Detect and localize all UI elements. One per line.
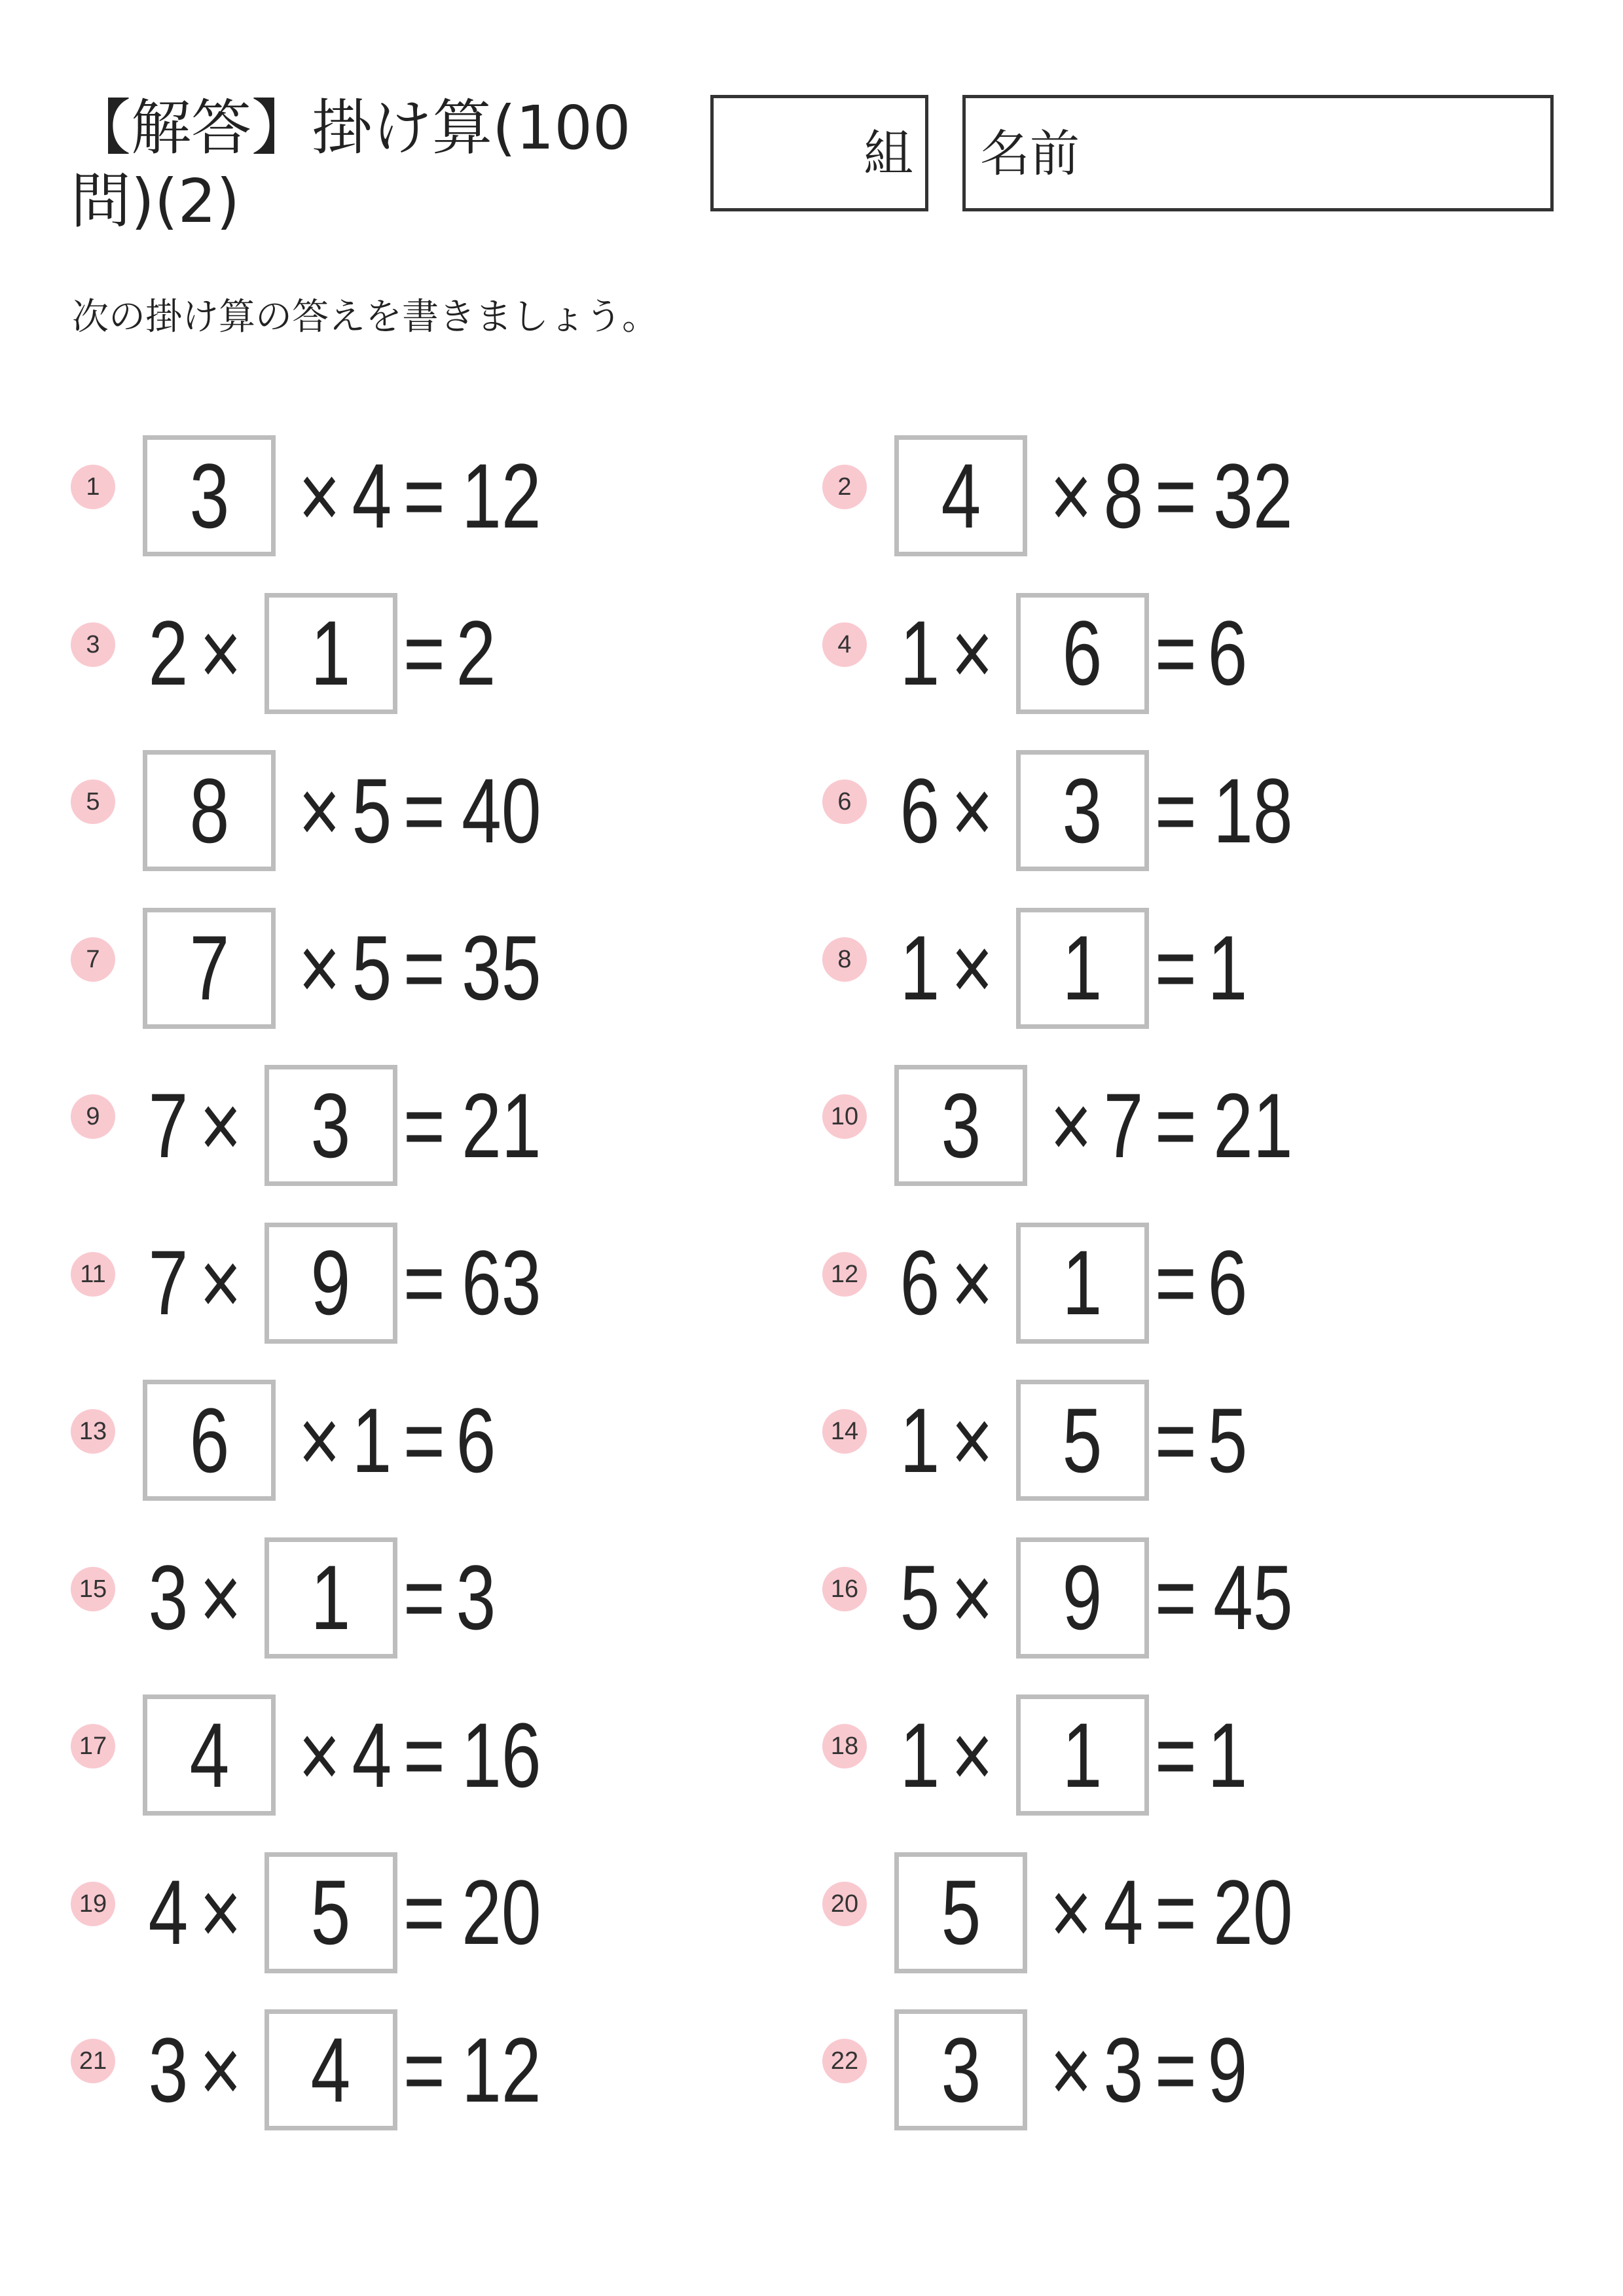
answer-box[interactable]	[1016, 1223, 1149, 1344]
times-sign: ×	[1049, 1073, 1092, 1177]
multiplicand: 3	[148, 2018, 189, 2121]
equals-sign: =	[1154, 1388, 1197, 1492]
equation	[894, 1691, 1253, 1819]
equals-sign: =	[1154, 601, 1197, 704]
answer-box[interactable]	[143, 1380, 276, 1501]
equals-sign: =	[1154, 1861, 1197, 1964]
answer-value: 1	[1062, 1231, 1103, 1334]
times-sign: ×	[1049, 1861, 1092, 1964]
answer-value: 3	[189, 444, 229, 547]
equals-sign: =	[1154, 1546, 1197, 1649]
answer-box[interactable]	[894, 435, 1027, 556]
equals-sign: =	[1154, 916, 1197, 1019]
problem-number-badge: 13	[71, 1409, 115, 1454]
answer-box[interactable]	[1016, 1537, 1149, 1659]
times-sign: ×	[298, 1703, 340, 1806]
answer-value: 6	[189, 1388, 229, 1492]
multiplier: 3	[1103, 2018, 1144, 2121]
answer-value: 8	[189, 759, 229, 862]
equals-sign: =	[1154, 2018, 1197, 2121]
equation	[143, 1849, 553, 1977]
equals-sign: =	[1154, 444, 1197, 547]
equals-sign: =	[403, 601, 445, 704]
equals-sign: =	[403, 1388, 445, 1492]
equals-sign: =	[1154, 1073, 1197, 1177]
equals-sign: =	[403, 759, 445, 862]
multiplicand: 3	[148, 1546, 189, 1649]
equals-sign: =	[403, 1073, 445, 1177]
answer-box[interactable]	[894, 2009, 1027, 2130]
instruction-text: 次の掛け算の答えを書きましょう。	[72, 296, 659, 338]
product: 6	[456, 1388, 496, 1492]
name-label: 名前	[980, 124, 1080, 183]
times-sign: ×	[298, 1388, 340, 1492]
equation	[894, 590, 1253, 717]
answer-value: 5	[310, 1861, 351, 1964]
problem-number-badge: 1	[71, 465, 115, 509]
answer-value: 7	[189, 916, 229, 1019]
times-sign: ×	[199, 1231, 242, 1334]
product: 6	[1207, 601, 1248, 704]
equation	[894, 905, 1253, 1032]
problem-number-badge: 9	[71, 1094, 115, 1139]
product: 21	[462, 1073, 542, 1177]
multiplier: 5	[352, 759, 392, 862]
answer-value: 3	[941, 2018, 981, 2121]
equation	[143, 432, 553, 560]
problem-number-badge: 5	[71, 780, 115, 824]
multiplicand: 2	[148, 601, 189, 704]
answer-box[interactable]	[264, 1065, 397, 1186]
answer-box[interactable]	[1016, 593, 1149, 714]
product: 16	[462, 1703, 542, 1806]
multiplicand: 6	[900, 1231, 940, 1334]
multiplicand: 1	[900, 1703, 940, 1806]
problem-number-badge: 4	[822, 622, 867, 667]
equation	[143, 905, 553, 1032]
equals-sign: =	[403, 1546, 445, 1649]
answer-box[interactable]	[264, 593, 397, 714]
equals-sign: =	[403, 1703, 445, 1806]
equation	[894, 1376, 1253, 1504]
times-sign: ×	[199, 1861, 242, 1964]
answer-value: 5	[1062, 1388, 1103, 1492]
times-sign: ×	[199, 2018, 242, 2121]
problem-number-badge: 3	[71, 622, 115, 667]
answer-value: 3	[310, 1073, 351, 1177]
answer-box[interactable]	[143, 435, 276, 556]
equation	[143, 590, 501, 717]
multiplier: 4	[352, 1703, 392, 1806]
answer-box[interactable]	[143, 1695, 276, 1816]
problem-number-badge: 8	[822, 937, 867, 982]
answer-box[interactable]	[143, 908, 276, 1029]
equation	[894, 2006, 1253, 2134]
times-sign: ×	[951, 1388, 993, 1492]
times-sign: ×	[951, 1703, 993, 1806]
equation	[143, 1691, 553, 1819]
problem-number-badge: 20	[822, 1882, 867, 1926]
problem-number-badge: 17	[71, 1724, 115, 1768]
multiplicand: 1	[900, 1388, 940, 1492]
answer-value: 3	[1062, 759, 1103, 862]
equals-sign: =	[403, 1861, 445, 1964]
times-sign: ×	[951, 916, 993, 1019]
problem-number-badge: 18	[822, 1724, 867, 1768]
equals-sign: =	[403, 444, 445, 547]
multiplicand: 6	[900, 759, 940, 862]
times-sign: ×	[298, 916, 340, 1019]
product: 5	[1207, 1388, 1248, 1492]
equals-sign: =	[1154, 1231, 1197, 1334]
answer-box[interactable]	[264, 1852, 397, 1973]
equation	[894, 432, 1304, 560]
product: 9	[1207, 2018, 1248, 2121]
product: 63	[462, 1231, 542, 1334]
problem-number-badge: 15	[71, 1567, 115, 1611]
answer-box[interactable]	[143, 750, 276, 871]
answer-value: 6	[1062, 601, 1103, 704]
problem-number-badge: 12	[822, 1252, 867, 1297]
answer-value: 4	[310, 2018, 351, 2121]
equation	[143, 2006, 553, 2134]
problem-number-badge: 6	[822, 780, 867, 824]
problem-number-badge: 19	[71, 1882, 115, 1926]
multiplier: 5	[352, 916, 392, 1019]
multiplier: 8	[1103, 444, 1144, 547]
equation	[894, 1219, 1253, 1347]
equals-sign: =	[1154, 1703, 1197, 1806]
product: 1	[1207, 1703, 1248, 1806]
class-label: 組	[864, 124, 913, 183]
equation	[143, 747, 553, 874]
answer-box[interactable]	[1016, 750, 1149, 871]
problem-number-badge: 2	[822, 465, 867, 509]
answer-value: 3	[941, 1073, 981, 1177]
equation	[143, 1376, 501, 1504]
product: 20	[1213, 1861, 1294, 1964]
times-sign: ×	[199, 601, 242, 704]
equals-sign: =	[403, 1231, 445, 1334]
answer-box[interactable]	[1016, 1695, 1149, 1816]
answer-box[interactable]	[894, 1852, 1027, 1973]
answer-value: 4	[189, 1703, 229, 1806]
product: 32	[1213, 444, 1294, 547]
answer-value: 9	[310, 1231, 351, 1334]
times-sign: ×	[199, 1546, 242, 1649]
answer-value: 5	[941, 1861, 981, 1964]
multiplier: 1	[352, 1388, 392, 1492]
equals-sign: =	[403, 2018, 445, 2121]
product: 2	[456, 601, 496, 704]
equation	[143, 1219, 553, 1347]
answer-box[interactable]	[894, 1065, 1027, 1186]
answer-value: 1	[310, 601, 351, 704]
answer-box[interactable]	[264, 2009, 397, 2130]
problem-number-badge: 22	[822, 2039, 867, 2083]
times-sign: ×	[951, 759, 993, 862]
equation	[894, 1534, 1304, 1662]
multiplier: 7	[1103, 1073, 1144, 1177]
times-sign: ×	[1049, 444, 1092, 547]
answer-value: 1	[1062, 916, 1103, 1019]
answer-value: 1	[310, 1546, 351, 1649]
product: 21	[1213, 1073, 1294, 1177]
times-sign: ×	[951, 1546, 993, 1649]
problem-number-badge: 7	[71, 937, 115, 982]
multiplicand: 5	[900, 1546, 940, 1649]
times-sign: ×	[951, 1231, 993, 1334]
problem-number-badge: 14	[822, 1409, 867, 1454]
problem-number-badge: 21	[71, 2039, 115, 2083]
answer-box[interactable]	[1016, 908, 1149, 1029]
equation	[894, 1062, 1304, 1189]
product: 3	[456, 1546, 496, 1649]
times-sign: ×	[951, 601, 993, 704]
page-title: 【解答】掛け算(100問)(2)	[71, 93, 631, 236]
equation	[894, 747, 1304, 874]
multiplier: 4	[352, 444, 392, 547]
answer-box[interactable]	[264, 1223, 397, 1344]
times-sign: ×	[298, 759, 340, 862]
answer-box[interactable]	[1016, 1380, 1149, 1501]
product: 12	[462, 444, 542, 547]
times-sign: ×	[199, 1073, 242, 1177]
multiplicand: 7	[148, 1231, 189, 1334]
product: 6	[1207, 1231, 1248, 1334]
equation	[143, 1534, 501, 1662]
product: 18	[1213, 759, 1294, 862]
answer-box[interactable]	[264, 1537, 397, 1659]
multiplicand: 4	[148, 1861, 189, 1964]
multiplicand: 1	[900, 601, 940, 704]
equation	[143, 1062, 553, 1189]
multiplicand: 1	[900, 916, 940, 1019]
equals-sign: =	[1154, 759, 1197, 862]
equals-sign: =	[403, 916, 445, 1019]
answer-value: 4	[941, 444, 981, 547]
product: 20	[462, 1861, 542, 1964]
product: 12	[462, 2018, 542, 2121]
times-sign: ×	[298, 444, 340, 547]
multiplier: 4	[1103, 1861, 1144, 1964]
product: 35	[462, 916, 542, 1019]
problem-number-badge: 16	[822, 1567, 867, 1611]
problem-number-badge: 10	[822, 1094, 867, 1139]
answer-value: 1	[1062, 1703, 1103, 1806]
product: 1	[1207, 916, 1248, 1019]
answer-value: 9	[1062, 1546, 1103, 1649]
product: 45	[1213, 1546, 1294, 1649]
times-sign: ×	[1049, 2018, 1092, 2121]
problem-number-badge: 11	[71, 1252, 115, 1297]
equation	[894, 1849, 1304, 1977]
product: 40	[462, 759, 542, 862]
multiplicand: 7	[148, 1073, 189, 1177]
